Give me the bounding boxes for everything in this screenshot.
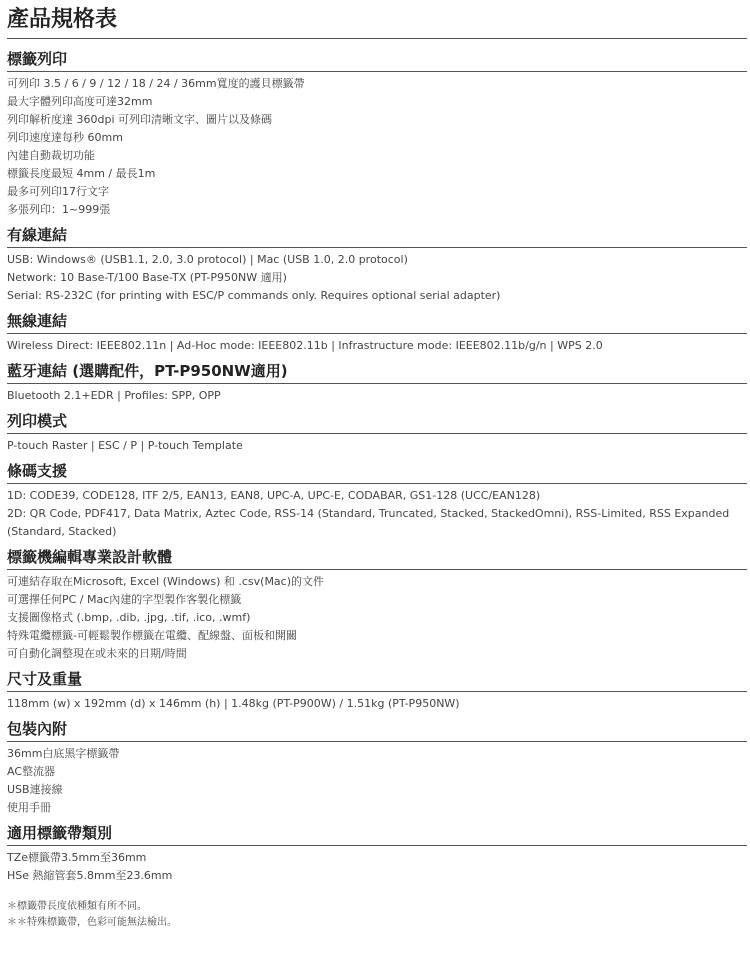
spec-line: 118mm (w) x 192mm (d) x 146mm (h) | 1.48kg (PT-P900W) / 1.51kg (PT-P950NW) — [7, 697, 460, 710]
spec-line: 可列印 3.5 / 6 / 9 / 12 / 18 / 24 / 36mm寬度的護貝標籤帶 — [7, 77, 305, 90]
section-body — [7, 849, 747, 885]
section-body — [7, 75, 747, 219]
section-body — [7, 387, 747, 405]
section-title: 列印模式 — [7, 411, 747, 434]
spec-section — [7, 547, 747, 663]
spec-line: P-touch Raster | ESC / P | P-touch Template — [7, 439, 243, 452]
section-title: 條碼支援 — [7, 461, 747, 484]
spec-line: TZe標籤帶3.5mm至36mm — [7, 851, 147, 864]
spec-section — [7, 225, 747, 305]
section-title: 包裝內附 — [7, 719, 747, 742]
spec-line: 可自動化調整現在或未來的日期/時間 — [7, 647, 187, 660]
section-title: 標籤機編輯專業設計軟體 — [7, 547, 747, 570]
spec-line: 36mm白底黑字標籤帶 — [7, 747, 120, 760]
section-title: 標籤列印 — [7, 49, 747, 72]
spec-line: 可選擇任何PC / Mac內建的字型製作客製化標籤 — [7, 593, 242, 606]
page-title: 產品規格表 — [7, 6, 747, 39]
spec-line: 支援圖像格式 (.bmp, .dib, .jpg, .tif, .ico, .wmf) — [7, 611, 251, 624]
section-title: 無線連結 — [7, 311, 747, 334]
spec-line: 使用手冊 — [7, 801, 51, 814]
spec-section — [7, 411, 747, 455]
spec-line: 最大字體列印高度可達32mm — [7, 95, 153, 108]
spec-section — [7, 719, 747, 817]
spec-line: 標籤長度最短 4mm / 最長1m — [7, 167, 156, 180]
section-body — [7, 337, 747, 355]
spec-line: 內建自動裁切功能 — [7, 149, 95, 162]
section-body — [7, 745, 747, 817]
spec-line: 2D: QR Code, PDF417, Data Matrix, Aztec Code, RSS-14 (Standard, Truncated, Stacked, StackedOmni), RSS-Limited, RSS Expanded (Standard, Stacked) — [7, 507, 730, 538]
spec-line: Serial: RS-232C (for printing with ESC/P commands only. Requires optional serial adapter) — [7, 289, 501, 302]
section-title: 尺寸及重量 — [7, 669, 747, 692]
spec-section — [7, 823, 747, 885]
section-title: 適用標籤帶類別 — [7, 823, 747, 846]
spec-line: 最多可列印17行文字 — [7, 185, 109, 198]
footnotes — [7, 899, 747, 931]
section-body — [7, 695, 747, 713]
section-body — [7, 487, 747, 541]
spec-line: 列印速度達每秒 60mm — [7, 131, 123, 144]
footnote: ＊＊特殊標籤帶，色彩可能無法檢出。 — [7, 917, 177, 928]
section-body — [7, 573, 747, 663]
section-body — [7, 437, 747, 455]
spec-line: 特殊電纜標籤-可輕鬆製作標籤在電纜、配線盤、面板和開關 — [7, 629, 297, 642]
spec-section — [7, 669, 747, 713]
spec-line: Network: 10 Base-T/100 Base-TX (PT-P950NW 適用) — [7, 271, 287, 284]
spec-sections — [7, 49, 747, 885]
spec-line: 可連結存取在Microsoft, Excel (Windows) 和 .csv(Mac)的文件 — [7, 575, 325, 588]
spec-line: USB: Windows® (USB1.1, 2.0, 3.0 protocol) | Mac (USB 1.0, 2.0 protocol) — [7, 253, 408, 266]
spec-line: 多張列印：1~999張 — [7, 203, 111, 216]
spec-section — [7, 361, 747, 405]
spec-line: HSe 熱縮管套5.8mm至23.6mm — [7, 869, 173, 882]
section-body — [7, 251, 747, 305]
spec-section — [7, 49, 747, 219]
spec-section — [7, 461, 747, 541]
spec-line: USB連接線 — [7, 783, 63, 796]
spec-line: Wireless Direct: IEEE802.11n | Ad-Hoc mode: IEEE802.11b | Infrastructure mode: IEEE802.11b/g/n | WPS 2.0 — [7, 339, 603, 352]
section-title: 有線連結 — [7, 225, 747, 248]
spec-line: 列印解析度達 360dpi 可列印清晰文字、圖片以及條碼 — [7, 113, 273, 126]
spec-line: AC整流器 — [7, 765, 56, 778]
spec-section — [7, 311, 747, 355]
section-title: 藍牙連結 (選購配件，PT-P950NW適用) — [7, 361, 747, 384]
footnote: ＊標籤帶長度依種類有所不同。 — [7, 901, 147, 912]
spec-line: 1D: CODE39, CODE128, ITF 2/5, EAN13, EAN8, UPC-A, UPC-E, CODABAR, GS1-128 (UCC/EAN128) — [7, 489, 541, 502]
spec-line: Bluetooth 2.1+EDR | Profiles: SPP, OPP — [7, 389, 221, 402]
